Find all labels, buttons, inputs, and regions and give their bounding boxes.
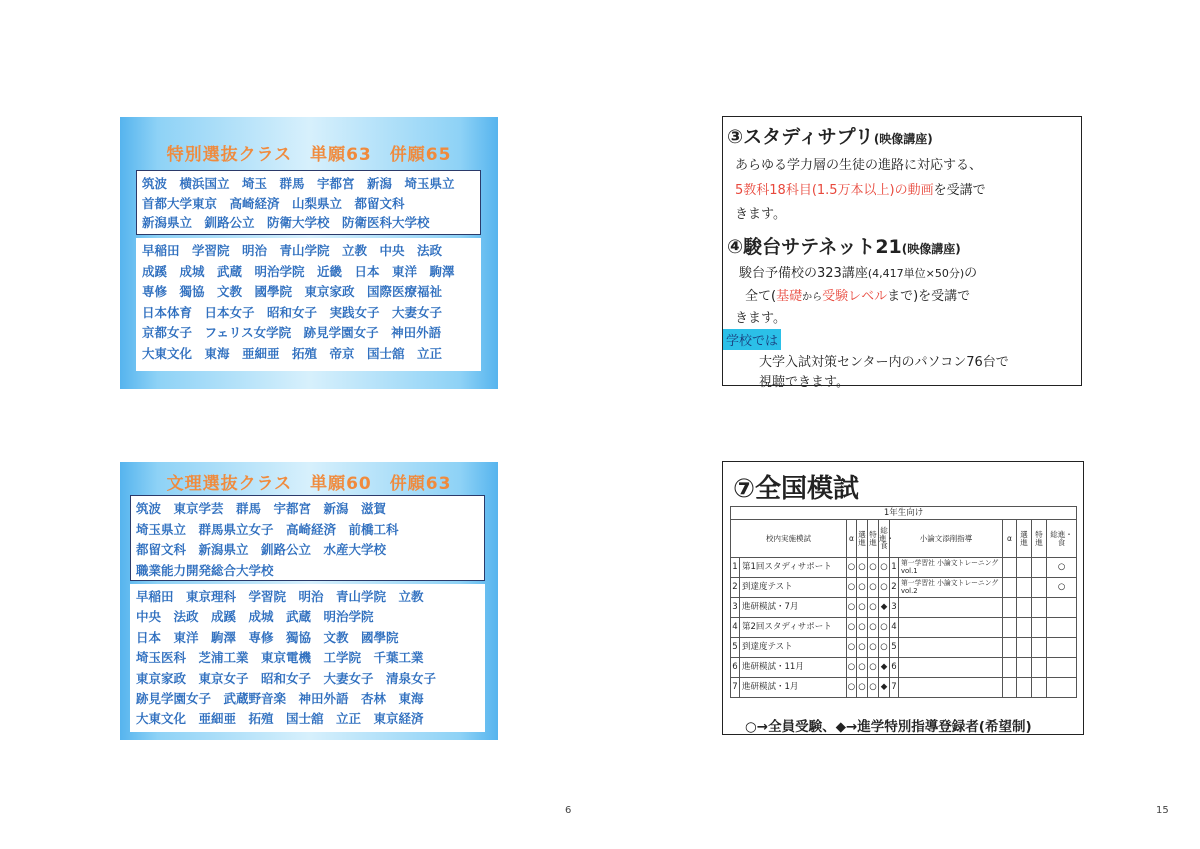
table-cell-exam: 到達度テスト: [740, 578, 847, 598]
table-cell-a: ○: [847, 598, 857, 618]
column-header: 総進・食: [1047, 520, 1077, 558]
table-cell-n: 6: [731, 658, 740, 678]
university-line: 京都女子 フェリス女学院 跡見学園女子 神田外語: [142, 325, 442, 340]
table-cell-s: ○: [857, 578, 868, 598]
table-cell-g2: ○: [1047, 558, 1077, 578]
university-line: 東京家政 東京女子 昭和女子 大妻女子 清泉女子: [136, 670, 437, 686]
table-cell-n2: 1: [890, 558, 899, 578]
university-line: 新潟県立 釧路公立 防衛大学校 防衛医科大学校: [142, 215, 430, 230]
table-cell-n: 7: [731, 678, 740, 698]
table-cell-n: 2: [731, 578, 740, 598]
mock-exam-table: [730, 506, 1077, 698]
table-cell-a: ○: [847, 618, 857, 638]
table-cell-exam: 第2回スタディサポート: [740, 618, 847, 638]
paragraph-line: 視聴できます。: [759, 375, 849, 390]
university-line: 都留文科 新潟県立 釧路公立 水産大学校: [136, 542, 387, 557]
table-cell-n2: 7: [890, 678, 899, 698]
table-cell-g2: [1047, 638, 1077, 658]
table-cell-s2: [1017, 598, 1032, 618]
university-line: 日本体育 日本女子 昭和女子 実践女子 大妻女子: [142, 304, 443, 320]
table-row: [731, 558, 1077, 578]
table-cell-g2: [1047, 678, 1077, 698]
table-cell-s2: [1017, 638, 1032, 658]
table-cell-a2: [1003, 618, 1017, 638]
university-line: 筑波 横浜国立 埼玉 群馬 宇都宮 新潟 埼玉県立: [142, 176, 455, 191]
column-header: 総進・食: [879, 520, 890, 558]
table-cell-s: ○: [857, 598, 868, 618]
slide-title: 文理選抜クラス 単願60 併願63: [166, 474, 452, 494]
table-cell-g: ○: [879, 578, 890, 598]
table-cell-a2: [1003, 578, 1017, 598]
column-header: 特進: [1032, 520, 1047, 558]
table-cell-a: ○: [847, 578, 857, 598]
table-cell-exam: 第1回スタディサポート: [740, 558, 847, 578]
slide-special-selection: [120, 117, 498, 389]
table-cell-a2: [1003, 558, 1017, 578]
table-cell-exam: 進研模試・11月: [740, 658, 847, 678]
table-cell-t2: [1032, 578, 1047, 598]
table-cell-n2: 2: [890, 578, 899, 598]
table-cell-s: ○: [857, 558, 868, 578]
table-cell-n: 3: [731, 598, 740, 618]
table-cell-g: ○: [879, 558, 890, 578]
table-cell-g: ◆: [879, 658, 890, 678]
table-cell-g2: [1047, 618, 1077, 638]
column-header: 特進: [868, 520, 879, 558]
table-cell-a2: [1003, 678, 1017, 698]
page-number: 6: [565, 805, 572, 816]
column-header: 選進: [857, 520, 868, 558]
table-cell-n: 1: [731, 558, 740, 578]
table-cell-s2: [1017, 678, 1032, 698]
table-cell-t: ○: [868, 638, 879, 658]
slide-national-mock-exams: [722, 461, 1084, 735]
university-line: 中央 法政 成蹊 成城 武蔵 明治学院: [136, 609, 374, 625]
table-cell-a2: [1003, 638, 1017, 658]
table-cell-exam: 進研模試・1月: [740, 678, 847, 698]
table-cell-t2: [1032, 638, 1047, 658]
university-line: 早稲田 学習院 明治 青山学院 立教 中央 法政: [142, 243, 443, 258]
table-cell-s2: [1017, 578, 1032, 598]
slide-science-selection: [120, 462, 498, 740]
table-cell-t: ○: [868, 598, 879, 618]
table-cell-a: ○: [847, 558, 857, 578]
table-cell-t2: [1032, 678, 1047, 698]
table-cell-a: ○: [847, 678, 857, 698]
slide-video-lectures: [722, 116, 1082, 390]
table-cell-s2: [1017, 658, 1032, 678]
table-cell-t: ○: [868, 658, 879, 678]
table-cell-a2: [1003, 598, 1017, 618]
table-header-row: [731, 520, 1077, 558]
table-row: [731, 638, 1077, 658]
table-cell-s: ○: [857, 618, 868, 638]
slide-title: ⑦全国模試: [733, 474, 860, 504]
private-universities-box: [136, 238, 481, 371]
university-line: 筑波 東京学芸 群馬 宇都宮 新潟 滋賀: [136, 501, 387, 516]
table-cell-t: ○: [868, 578, 879, 598]
university-line: 成蹊 成城 武蔵 明治学院 近畿 日本 東洋 駒澤: [142, 263, 455, 279]
table-cell-n: 4: [731, 618, 740, 638]
table-cell-s: ○: [857, 658, 868, 678]
table-cell-g: ◆: [879, 598, 890, 618]
paragraph-line: あらゆる学力層の生徒の進路に対応する、: [735, 158, 983, 173]
table-cell-essay: 第一学習社 小論文トレーニング vol.1: [899, 558, 1003, 578]
private-universities-box: [130, 584, 485, 732]
table-row: [731, 658, 1077, 678]
table-cell-t: ○: [868, 618, 879, 638]
university-line: 大東文化 東海 亜細亜 拓殖 帝京 国士舘 立正: [142, 345, 443, 361]
table-cell-s: ○: [857, 678, 868, 698]
table-cell-n: 5: [731, 638, 740, 658]
university-line: 埼玉県立 群馬県立女子 高崎経済 前橋工科: [136, 521, 399, 537]
university-line: 大東文化 亜細亜 拓殖 国士舘 立正 東京経済: [136, 711, 424, 727]
table-cell-n2: 3: [890, 598, 899, 618]
table-cell-g: ◆: [879, 678, 890, 698]
table-cell-g: ○: [879, 618, 890, 638]
table-cell-n2: 5: [890, 638, 899, 658]
table-cell-s2: [1017, 618, 1032, 638]
table-cell-t: ○: [868, 558, 879, 578]
university-line: 首都大学東京 高崎経済 山梨県立 都留文科: [142, 195, 405, 211]
table-cell-s2: [1017, 558, 1032, 578]
table-cell-t2: [1032, 658, 1047, 678]
table-cell-t2: [1032, 558, 1047, 578]
table-cell-t2: [1032, 618, 1047, 638]
column-header: 校内実施模試: [731, 520, 847, 558]
table-row: [731, 678, 1077, 698]
paragraph-line: きます。: [735, 311, 786, 326]
table-cell-n2: 6: [890, 658, 899, 678]
table-cell-a: ○: [847, 658, 857, 678]
page-number: 15: [1156, 805, 1169, 816]
table-cell-essay: [899, 638, 1003, 658]
column-header: α: [847, 520, 857, 558]
table-cell-g2: [1047, 658, 1077, 678]
university-line: 早稲田 東京理科 学習院 明治 青山学院 立教: [136, 589, 424, 604]
paragraph-line: きます。: [735, 207, 786, 222]
table-cell-essay: 第一学習社 小論文トレーニング vol.2: [899, 578, 1003, 598]
paragraph-line: 駿台予備校の323講座(4,417単位×50分)の: [739, 266, 978, 281]
table-caption: 1年生向け: [731, 507, 1077, 520]
university-line: 埼玉医科 芝浦工業 東京電機 工学院 千葉工業: [136, 650, 424, 666]
university-line: 日本 東洋 駒澤 専修 獨協 文教 國學院: [136, 629, 399, 645]
paragraph-line: 全て(基礎から受験レベルまで)を受講で: [745, 289, 971, 304]
table-cell-t2: [1032, 598, 1047, 618]
national-universities-box: [136, 170, 481, 235]
slide-title: 特別選抜クラス 単願63 併願65: [166, 145, 452, 165]
section-heading-sundai: ④駿台サテネット21(映像講座): [727, 236, 961, 258]
table-cell-a2: [1003, 658, 1017, 678]
column-header: α: [1003, 520, 1017, 558]
school-badge: 学校では: [723, 329, 781, 350]
university-line: 専修 獨協 文教 國學院 東京家政 国際医療福祉: [142, 284, 443, 299]
table-cell-t: ○: [868, 678, 879, 698]
table-cell-exam: 到達度テスト: [740, 638, 847, 658]
university-line: 跡見学園女子 武蔵野音楽 神田外語 杏林 東海: [136, 691, 424, 707]
table-cell-essay: [899, 678, 1003, 698]
table-body: [731, 558, 1077, 698]
table-cell-exam: 進研模試・7月: [740, 598, 847, 618]
table-cell-g: ○: [879, 638, 890, 658]
section-heading-studysapuri: ③スタディサプリ(映像講座): [727, 126, 933, 148]
legend: ○→全員受験、◆→進学特別指導登録者(希望制): [745, 719, 1032, 735]
paragraph-line: 大学入試対策センター内のパソコン76台で: [759, 355, 1009, 370]
table-cell-essay: [899, 598, 1003, 618]
column-header: 小論文添削指導: [890, 520, 1003, 558]
table-row: [731, 618, 1077, 638]
table-cell-g2: ○: [1047, 578, 1077, 598]
table-cell-essay: [899, 658, 1003, 678]
table-row: [731, 578, 1077, 598]
university-line: 職業能力開発総合大学校: [136, 562, 274, 578]
table-row: [731, 598, 1077, 618]
paragraph-line: 5教科18科目(1.5万本以上)の動画を受講で: [735, 183, 986, 198]
table-cell-g2: [1047, 598, 1077, 618]
table-cell-a: ○: [847, 638, 857, 658]
table-cell-s: ○: [857, 638, 868, 658]
column-header: 選進: [1017, 520, 1032, 558]
national-universities-box: [130, 495, 485, 581]
table-cell-n2: 4: [890, 618, 899, 638]
table-cell-essay: [899, 618, 1003, 638]
